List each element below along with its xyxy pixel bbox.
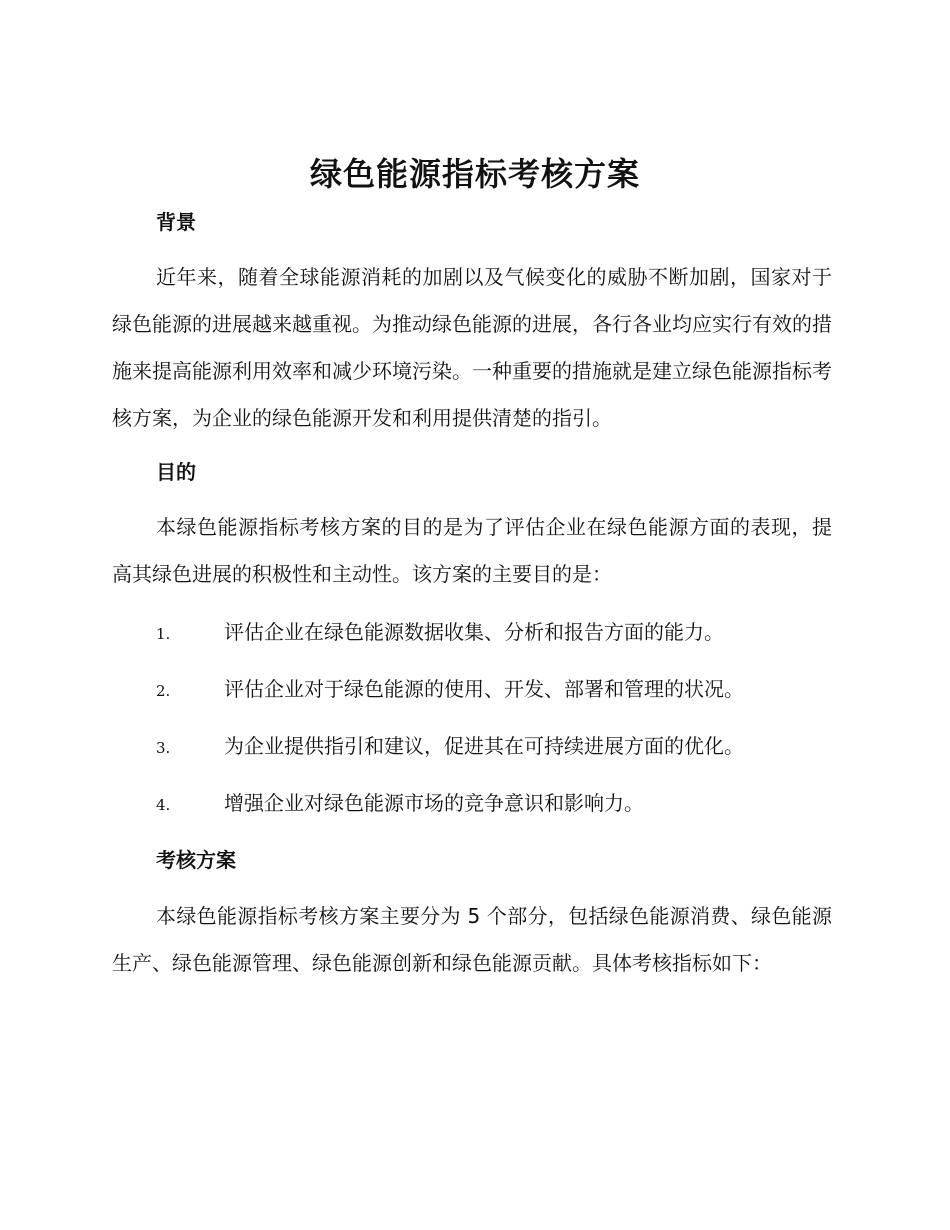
list-item-number: 2. bbox=[156, 682, 171, 700]
list-item-text: 评估企业对于绿色能源的使用、开发、部署和管理的状况。 bbox=[224, 677, 744, 701]
list-item-text: 增强企业对绿色能源市场的竞争意识和影响力。 bbox=[224, 791, 644, 815]
plan-paragraph: 本绿色能源指标考核方案主要分为 5 个部分，包括绿色能源消费、绿色能源生产、绿色能源管理、绿色能源创新和绿色能源贡献。具体考核指标如下： bbox=[112, 904, 832, 975]
list-item-text: 为企业提供指引和建议，促进其在可持续进展方面的优化。 bbox=[224, 734, 744, 758]
section-heading-background: 背景 bbox=[156, 210, 196, 234]
background-paragraph: 近年来，随着全球能源消耗的加剧以及气候变化的威胁不断加剧，国家对于绿色能源的进展越来越重视。为推动绿色能源的进展，各行各业均应实行有效的措施来提高能源利用效率和减少环境污染。一种重要的措施就是建立绿色能源指标考核方案，为企业的绿色能源开发和利用提供清楚的指引。 bbox=[112, 265, 832, 430]
section-heading-purpose: 目的 bbox=[156, 460, 196, 484]
list-item bbox=[156, 789, 836, 819]
section-heading-plan: 考核方案 bbox=[156, 848, 236, 872]
document-title: 绿色能源指标考核方案 bbox=[309, 155, 640, 193]
list-item-text: 评估企业在绿色能源数据收集、分析和报告方面的能力。 bbox=[224, 620, 724, 644]
purpose-paragraph: 本绿色能源指标考核方案的目的是为了评估企业在绿色能源方面的表现，提高其绿色进展的积极性和主动性。该方案的主要目的是： bbox=[112, 515, 832, 586]
list-item-number: 1. bbox=[156, 625, 171, 643]
list-item bbox=[156, 675, 836, 705]
list-item bbox=[156, 732, 836, 762]
list-item-number: 4. bbox=[156, 796, 171, 814]
list-item bbox=[156, 618, 836, 648]
list-item-number: 3. bbox=[156, 739, 171, 757]
